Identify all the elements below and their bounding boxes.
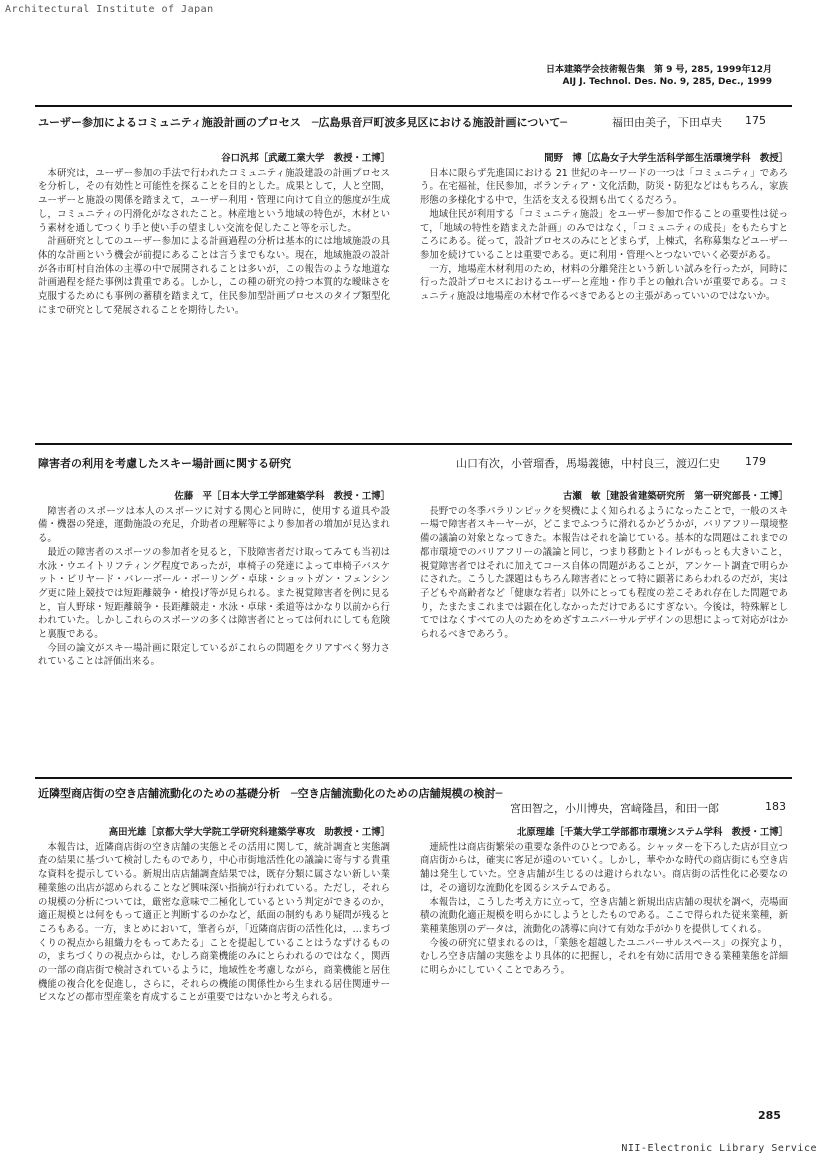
review-column xyxy=(38,152,390,317)
article-authors: 山口有次，小菅瑠香，馬場義徳，中村良三，渡辺仁史 xyxy=(456,457,720,470)
reviewer-name: 高田光雄 xyxy=(108,827,147,838)
reviewer-line xyxy=(420,152,788,166)
review-paragraph: 一方，地場産木材利用のため，材料の分離発注という新しい試みを行ったが，同時に行った設計プロセスにおけるユーザーと産地・作り手との触れ合いが重要である。コミュニティ施設は地場産の木材で作るべきであるとの主張があっていいのではないか。 xyxy=(420,263,788,303)
reviewer-affiliation: ［千葉大学工学部都市環境システム学科 教授・工博］ xyxy=(554,827,788,838)
journal-line-en: AIJ J. Technol. Des. No. 9, 285, Dec., 1999 xyxy=(562,77,772,87)
watermark-top: Architectural Institute of Japan xyxy=(5,4,214,15)
review-paragraph: 長野での冬季パラリンピックを契機によく知られるようになったことで，一般のスキー場で障害者スキーヤーが，どこまでふつうに滑れるかどうかが，バリアフリー環境整備の議論の対象となってきた。本報告はそれを論じている。基本的な問題はこれまでの都市環境でのバリアフリーの議論と同じ，つまり移動とトイレがもっとも大きいこと，視覚障害者ではそれに加えてコース自体の問題があることが，アンケート調査で明らかにされた。こうした課題はもちろん障害者にとって特に顕著にあらわれるのだが，実は子どもや高齢者など「健康な若者」以外にとっても程度の差こそあれ存在した問題であり，たまたまこれまでは顕在化しなかっただけであるにすぎない。今後は，特殊解としてではなくすべての人のためをめざすユニバーサルデザインの思想によって対応がはかられるべきであろう。 xyxy=(420,505,788,641)
review-paragraph: 日本に限らず先進国における 21 世紀のキーワードの一つは「コミュニティ」であろう。在宅福祉，住民参加，ボランティア・文化活動，防災・防犯などはもちろん，家族形態の多様化する中で，生活を支える役割も出てくるだろう。 xyxy=(420,167,788,207)
review-paragraph: 連続性は商店街繁栄の重要な条件のひとつである。シャッターを下ろした店が目立つ商店街からは，確実に客足が遠のいていく。しかし，華やかな時代の商店街にも空き店舗は発生していた。空き店舗が生じるのは避けられない。商店街の活性化に必要なのは，その適切な流動化を図るシステムである。 xyxy=(420,841,788,894)
reviewer-name: 北原理雄 xyxy=(517,827,555,838)
reviewer-line xyxy=(38,490,390,504)
review-column xyxy=(420,490,788,642)
article-page: 179 xyxy=(745,455,766,468)
page-number: 285 xyxy=(758,1109,781,1122)
article-title: ユーザー参加によるコミュニティ施設計画のプロセス ─広島県音戸町波多見区における施設計画について─ xyxy=(38,116,567,129)
reviewer-line xyxy=(420,826,788,840)
review-paragraph: 障害者のスポーツは本人のスポーツに対する関心と同時に，使用する道具や設備・機器の発達，運動施設の充足，介助者の理解等により参加者の増加が見込まれる。 xyxy=(38,505,390,545)
review-paragraph: 本研究は，ユーザー参加の手法で行われたコミュニティ施設建設の計画プロセスを分析し，その有効性と可能性を探ることを目的とした。成果として，人と空間，ユーザーと施設の関係を踏まえて，ユーザー利用・管理に向けて自立的態度が生成し，コミュニティの円滑化がなされたこと。林産地という地域の特色が，木材という素材を通してつくり手と使い手の望ましい交流を促したこと等を示した。 xyxy=(38,167,390,234)
reviewer-name: 間野 博 xyxy=(544,153,582,164)
review-column xyxy=(420,826,788,978)
review-column xyxy=(38,490,390,669)
reviewer-name: 古瀬 敏 xyxy=(562,491,601,502)
review-paragraph: 地域住民が利用する「コミュニティ施設」をユーザー参加で作ることの重要性は従って，「地域の特性を踏まえた計画」のみではなく，「コミュニティの成長」をもたらすところにある。従って，設計プロセスのみにとどまらず，上棟式，名称募集などユーザー参加を続けていることは重要である。更に利用・管理へとつないでいく必要がある。 xyxy=(420,208,788,261)
section-divider xyxy=(35,105,792,107)
reviewer-affiliation: ［広島女子大学生活科学部生活環境学科 教授］ xyxy=(581,153,788,164)
review-column xyxy=(38,826,390,1005)
review-paragraph: 今回の論文がスキー場計画に限定しているがこれらの問題をクリアすべく努力されていることは評価出来る。 xyxy=(38,642,390,668)
review-paragraph: 計画研究としてのユーザー参加による計画過程の分析は基本的には地域施設の具体的な計画という機会が前提にあることは言うまでもない。現在，地域施設の設計が各市町村自治体の主導の中で展開されることは多いが，この報告のような地道な計画過程を経た事例は貴重である。しかし，この種の研究の持つ本質的な曖昧さを克服するためにも事例の蓄積を踏まえて，住民参加型計画プロセスのタイプ類型化にまで研究として発展されることを期待したい。 xyxy=(38,236,390,316)
journal-line-ja: 日本建築学会技術報告集 第 9 号, 285, 1999年12月 xyxy=(546,65,772,75)
reviewer-affiliation: ［武蔵工業大学 教授・工博］ xyxy=(258,153,390,164)
article-page: 183 xyxy=(765,800,786,813)
reviewer-name: 谷口汎邦 xyxy=(221,153,259,164)
review-paragraph: 本報告は，こうした考え方に立って，空き店舗と新規出店店舗の現状を調べ，売場面積の流動化適正規模を明らかにしようとしたものである。ここで得られた従来業種，新業種業態別のデータは，流動化の誘導に向けて有効な手がかりを提供してくれる。 xyxy=(420,896,788,935)
article-title: 障害者の利用を考慮したスキー場計画に関する研究 xyxy=(38,457,291,470)
reviewer-line xyxy=(38,826,390,840)
review-paragraph: 今後の研究に望まれるのは，「業態を超越したユニバーサルスペース」の探究より，むしろ空き店舗の実態をより具体的に把握し，それを有効に活用できる業種業態を詳細に明らかにしていくことであろう。 xyxy=(420,937,788,977)
section-divider xyxy=(35,443,792,445)
review-paragraph: 本報告は，近隣商店街の空き店舗の実態とその活用に関して，統計調査と実態調査の結果に基づいて検討したものであり，中心市街地活性化の議論に寄与する貴重な資料を提示している。新規出店店舗調査結果では，既存分類に属さない新しい業種業態の出店が認められることなど興味深い指摘が行われている。ただし，それらの規模の分析については，厳密な意味で二極化しているという判定ができるのか，適正規模とは何をもって適正と判断するのかなど，紙面の制約もあり疑問が残るところもある。一方，まとめにおいて，筆者らが，「近隣商店街の活性化は，…まちづくりの視点から組織力をもってあたる」ことを提起していることはうなずけるものの，まちづくりの視点からは，むしろ商業機能のみにとらわれるのではなく，関西の一部の商店街で検討されているように，地域性を考慮しながら，商業機能と居住機能の複合化を促進し，さらに，それらの機能の関係性から生まれる居住関連サービスなどの都市型産業を育成することが重要ではないかと考えられる。 xyxy=(38,841,390,1004)
article-authors: 宮田智之，小川博央，宮﨑隆昌，和田一郎 xyxy=(510,802,719,815)
reviewer-name: 佐藤 平 xyxy=(174,491,212,502)
article-page: 175 xyxy=(745,114,766,127)
article-title: 近隣型商店街の空き店舗流動化のための基礎分析 ─空き店舗流動化のための店舗規模の検討─ xyxy=(38,787,503,800)
reviewer-affiliation: ［日本大学工学部建築学科 教授・工博］ xyxy=(211,491,390,502)
article-authors: 福田由美子，下田卓夫 xyxy=(612,116,722,129)
section-divider xyxy=(35,777,792,779)
reviewer-line xyxy=(38,152,390,166)
journal-info xyxy=(546,64,772,88)
reviewer-affiliation: ［京都大学大学院工学研究科建築学専攻 助教授・工博］ xyxy=(146,827,390,838)
watermark-bottom: NII-Electronic Library Service xyxy=(621,1143,817,1154)
reviewer-affiliation: ［建設省建築研究所 第一研究部長・工博］ xyxy=(600,491,788,502)
review-column xyxy=(420,152,788,304)
review-paragraph: 最近の障害者のスポーツの参加者を見ると，下肢障害者だけ取ってみても当初は水泳・ウエイトリフティング程度であったが，車椅子の発達によって車椅子バスケット・ビリヤード・バレーボール・ボーリング・卓球・ショットガン・フェンシング更に陸上競技では短距離競争・槍投げ等が見られる。また視覚障害者を例に見ると，盲人野球・短距離競争・長距離競走・水泳・卓球・柔道等はかなり以前から行われていた。しかしこれらのスポーツの多くは障害者にとっては何れにしても危険と裏腹である。 xyxy=(38,546,390,641)
reviewer-line xyxy=(420,490,788,504)
